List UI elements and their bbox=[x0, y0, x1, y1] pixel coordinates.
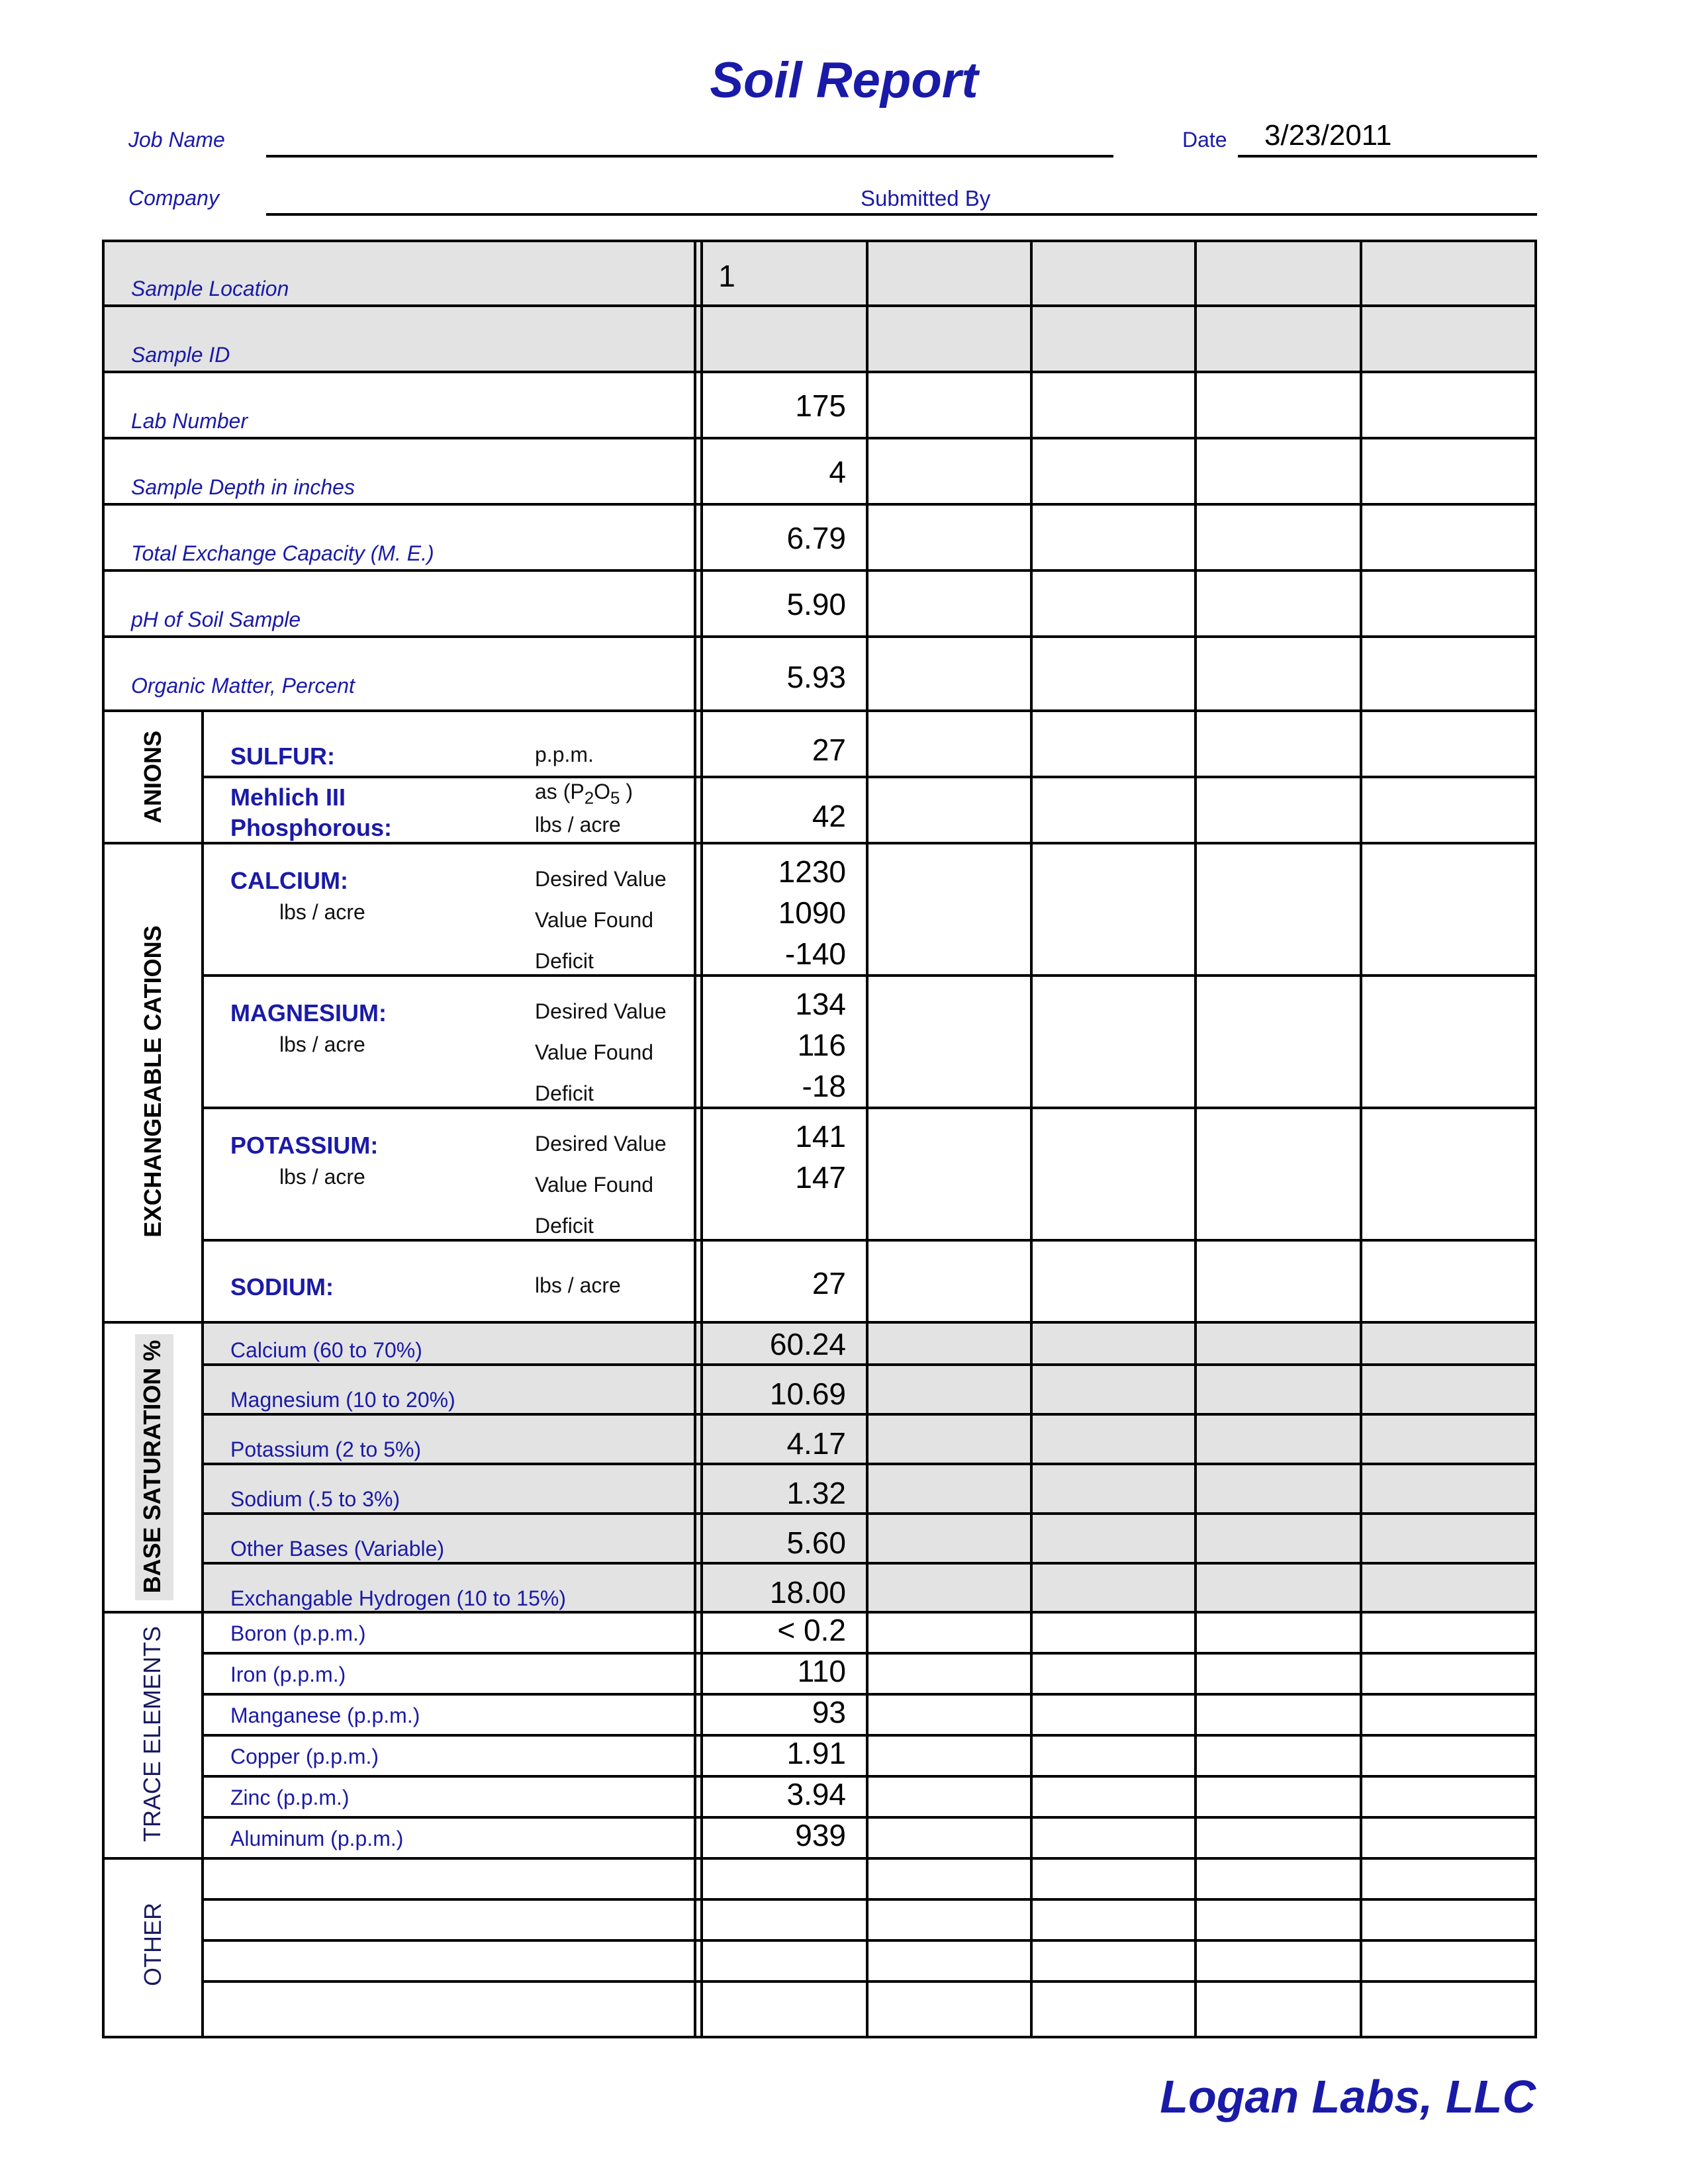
shade-base-saturation bbox=[105, 1324, 1534, 1611]
base-saturation-section-label: BASE SATURATION % bbox=[138, 1340, 165, 1594]
date-value: 3/23/2011 bbox=[1264, 119, 1392, 152]
sample-location-value[interactable]: 1 bbox=[718, 259, 735, 293]
trace-zinc-value[interactable]: 3.94 bbox=[786, 1777, 846, 1811]
mehlich-label: Mehlich III bbox=[230, 784, 346, 811]
bs-magnesium-label: Magnesium (10 to 20%) bbox=[230, 1388, 455, 1412]
sample-location-label: Sample Location bbox=[131, 277, 289, 300]
trace-zinc-label: Zinc (p.p.m.) bbox=[230, 1786, 350, 1809]
magnesium-label: MAGNESIUM: bbox=[230, 999, 387, 1026]
job-name-field[interactable] bbox=[266, 155, 1113, 158]
submitted-by-label: Submitted By bbox=[861, 186, 991, 210]
lab-number-value[interactable]: 175 bbox=[795, 388, 846, 423]
potassium-label: POTASSIUM: bbox=[230, 1132, 379, 1159]
sulfur-unit: p.p.m. bbox=[535, 743, 594, 766]
tec-label: Total Exchange Capacity (M. E.) bbox=[131, 541, 434, 565]
trace-elements-section-label: TRACE ELEMENTS bbox=[138, 1625, 165, 1843]
trace-boron-label: Boron (p.p.m.) bbox=[230, 1621, 366, 1645]
tec-value[interactable]: 6.79 bbox=[786, 521, 846, 555]
trace-boron-value[interactable]: < 0.2 bbox=[777, 1613, 846, 1647]
magnesium-desired-label: Desired Value bbox=[535, 999, 667, 1023]
bs-hydrogen-value[interactable]: 18.00 bbox=[769, 1575, 846, 1610]
calcium-desired-value[interactable]: 1230 bbox=[778, 854, 846, 889]
calcium-desired-label: Desired Value bbox=[535, 867, 667, 891]
potassium-found-label: Value Found bbox=[535, 1173, 654, 1197]
magnesium-found-value[interactable]: 116 bbox=[797, 1028, 846, 1062]
company-logo-text: Logan Labs, LLC bbox=[1160, 2071, 1536, 2122]
calcium-label: CALCIUM: bbox=[230, 867, 348, 894]
sodium-value[interactable]: 27 bbox=[812, 1266, 846, 1300]
sulfur-value[interactable]: 27 bbox=[812, 733, 846, 767]
bs-calcium-value[interactable]: 60.24 bbox=[769, 1327, 846, 1361]
bs-other-bases-value[interactable]: 5.60 bbox=[786, 1525, 846, 1560]
sample-id-label: Sample ID bbox=[131, 343, 230, 367]
bs-hydrogen-label: Exchangable Hydrogen (10 to 15%) bbox=[230, 1586, 566, 1610]
ph-label: pH of Soil Sample bbox=[131, 608, 301, 631]
potassium-deficit-label: Deficit bbox=[535, 1214, 594, 1238]
calcium-unit: lbs / acre bbox=[279, 900, 365, 924]
date-field[interactable] bbox=[1238, 155, 1537, 158]
magnesium-unit: lbs / acre bbox=[279, 1032, 365, 1056]
potassium-found-value[interactable]: 147 bbox=[795, 1160, 846, 1195]
trace-iron-label: Iron (p.p.m.) bbox=[230, 1662, 346, 1686]
cations-section-label: EXCHANGEABLE CATIONS bbox=[139, 925, 166, 1238]
sodium-label: SODIUM: bbox=[230, 1273, 334, 1300]
date-label: Date bbox=[1182, 128, 1227, 152]
potassium-desired-label: Desired Value bbox=[535, 1132, 667, 1156]
bs-sodium-value[interactable]: 1.32 bbox=[786, 1476, 846, 1510]
trace-aluminum-value[interactable]: 939 bbox=[795, 1818, 846, 1852]
trace-copper-label: Copper (p.p.m.) bbox=[230, 1745, 379, 1768]
trace-manganese-value[interactable]: 93 bbox=[812, 1695, 846, 1729]
magnesium-found-label: Value Found bbox=[535, 1040, 654, 1064]
calcium-deficit-label: Deficit bbox=[535, 949, 594, 973]
bs-magnesium-value[interactable]: 10.69 bbox=[769, 1377, 846, 1411]
trace-manganese-label: Manganese (p.p.m.) bbox=[230, 1704, 420, 1727]
calcium-found-value[interactable]: 1090 bbox=[778, 895, 846, 930]
bs-potassium-label: Potassium (2 to 5%) bbox=[230, 1437, 422, 1461]
lab-number-label: Lab Number bbox=[131, 409, 248, 433]
sodium-unit: lbs / acre bbox=[535, 1273, 621, 1297]
ph-value[interactable]: 5.90 bbox=[786, 587, 846, 621]
bs-other-bases-label: Other Bases (Variable) bbox=[230, 1537, 445, 1561]
soil-report-table bbox=[102, 240, 1537, 2038]
calcium-found-label: Value Found bbox=[535, 908, 654, 932]
trace-iron-value[interactable]: 110 bbox=[797, 1654, 846, 1688]
sulfur-label: SULFUR: bbox=[230, 743, 335, 770]
company-label: Company bbox=[128, 186, 219, 210]
magnesium-desired-value[interactable]: 134 bbox=[795, 987, 846, 1021]
bs-potassium-value[interactable]: 4.17 bbox=[786, 1426, 846, 1461]
phosphorous-label: Phosphorous: bbox=[230, 814, 392, 841]
anions-section-label: ANIONS bbox=[139, 731, 166, 824]
magnesium-deficit-label: Deficit bbox=[535, 1081, 594, 1105]
trace-copper-value[interactable]: 1.91 bbox=[786, 1736, 846, 1770]
magnesium-deficit-value[interactable]: -18 bbox=[802, 1069, 846, 1103]
bs-sodium-label: Sodium (.5 to 3%) bbox=[230, 1487, 400, 1511]
sample-depth-value[interactable]: 4 bbox=[829, 455, 846, 489]
job-name-label: Job Name bbox=[128, 128, 225, 152]
report-title: Soil Report bbox=[710, 52, 978, 109]
phosphorous-unit-lbs: lbs / acre bbox=[535, 813, 621, 837]
trace-aluminum-label: Aluminum (p.p.m.) bbox=[230, 1827, 404, 1850]
phosphorous-value[interactable]: 42 bbox=[812, 799, 846, 833]
organic-matter-label: Organic Matter, Percent bbox=[131, 674, 355, 698]
phosphorous-unit-as: as ($P_2O_5$ ) bbox=[535, 780, 633, 808]
calcium-deficit-value[interactable]: -140 bbox=[784, 936, 846, 971]
organic-matter-value[interactable]: 5.93 bbox=[786, 660, 846, 694]
company-field[interactable] bbox=[266, 213, 1537, 216]
bs-calcium-label: Calcium (60 to 70%) bbox=[230, 1338, 422, 1362]
potassium-desired-value[interactable]: 141 bbox=[795, 1119, 846, 1154]
sample-depth-label: Sample Depth in inches bbox=[131, 475, 355, 499]
potassium-unit: lbs / acre bbox=[279, 1165, 365, 1189]
other-section-label: OTHER bbox=[139, 1903, 166, 1986]
